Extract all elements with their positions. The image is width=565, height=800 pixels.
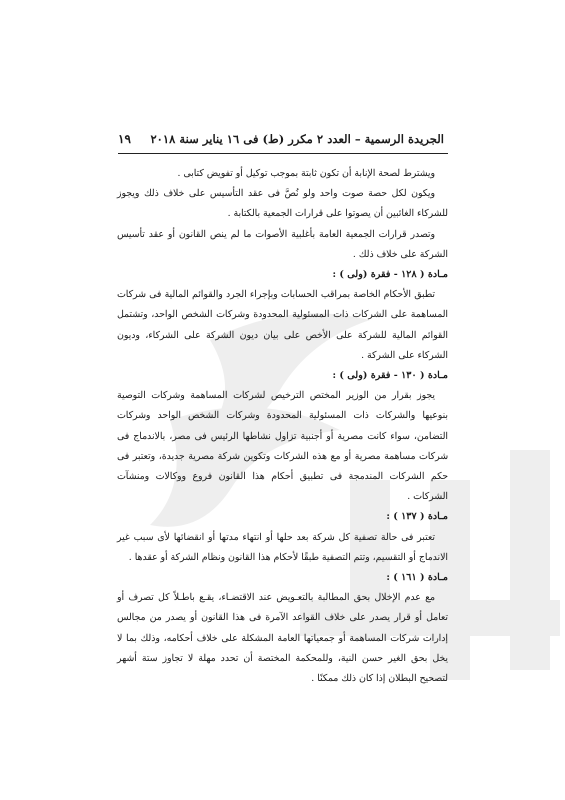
paragraph: تطبق الأحكام الخاصة بمراقب الحسابات وبإجراء الجرد والقوائم المالية فى شركات المساهمة على الشركات ذات المسئولية المحدودة وشركات الشخص الواحد، وتشتمل القوائم المالية للشركة على الأخص على بيان ديون الشركة على الشركاء، وديون الشركاء على الشركة . xyxy=(117,289,448,361)
article-heading: مـادة ( ١٣٠ - فقرة (ولى ) : xyxy=(332,370,448,382)
page-header xyxy=(118,132,444,146)
paragraph: يجوز بقرار من الوزير المختص الترخيص لشركات المساهمة وشركات التوصية بنوعيها والشركات ذات المسئولية المحدودة وشركات الشخص الواحد وشركات التضامن، سواء كانت مصرية أو أجنبية تزاول نشاطها الرئيس فى مصر، بالاندماج فى شركات مساهمة مصرية أو مع هذه الشركات وتكوين شركة مصرية جديدة، وتعتبر فى حكم الشركات المندمجة فى تطبيق أحكام هذا القانون فروع ووكالات ومنشآت الشركات . xyxy=(117,390,448,503)
header-title: الجريدة الرسمية – العدد ٢ مكرر (ط) فى ١٦ يناير سنة ٢٠١٨ xyxy=(150,132,444,146)
header-divider xyxy=(118,153,448,154)
paragraph: ويكون لكل حصة صوت واحد ولو نُصَّ فى عقد التأسيس على خلاف ذلك ويجوز للشركاء الغائبين أن يصوتوا على قرارات الجمعية بالكتابة . xyxy=(117,188,448,220)
paragraph: ويشترط لصحة الإنابة أن تكون ثابتة بموجب توكيل أو تفويض كتابى . xyxy=(177,168,435,179)
page-number: ١٩ xyxy=(118,132,131,146)
paragraph: وتصدر قرارات الجمعية العامة بأغلبية الأصوات ما لم ينص القانون أو عقد تأسيس الشركة على خلاف ذلك . xyxy=(117,228,448,260)
paragraph: تعتبر فى حالة تصفية كل شركة بعد حلها أو انتهاء مدتها أو انقضائها لأى سبب غير الاندماج أو التقسيم، وتتم التصفية طبقًا لأحكام هذا القانون ونظام الشركة أو عقدها . xyxy=(117,531,448,563)
article-heading: مـادة ( ١٦١ ) : xyxy=(386,572,448,584)
article-heading: مـادة ( ١٢٨ - فقرة (ولى ) : xyxy=(332,269,448,281)
article-heading: مـادة ( ١٣٧ ) : xyxy=(386,511,448,523)
paragraph: مع عدم الإخلال بحق المطالبة بالتعـويض عند الاقتضـاء، يقـع باطـلاً كل تصرف أو تعامل أو قرار يصدر على خلاف القواعد الآمرة فى هذا القانون أو يصدر من مجالس إدارات شركات المساهمة أو جمعياتها العامة المشكلة على خلاف أحكامه، وذلك بما لا يخل بحق الغير حسن النية، وللمحكمة المختصة أن تحدد مهلة لا تجاوز ستة أشهر لتصحيح البطلان إذا كان ذلك ممكنًا . xyxy=(117,592,448,685)
document-body xyxy=(117,164,448,689)
